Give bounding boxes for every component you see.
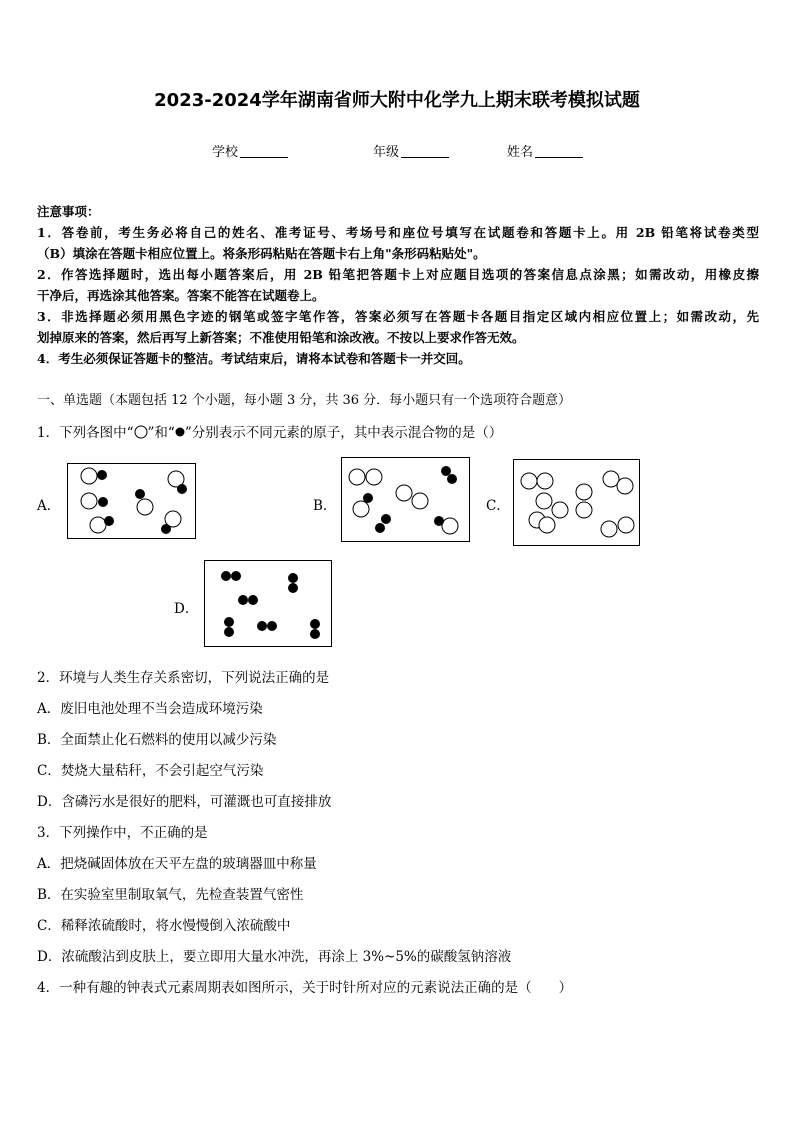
notice-line-2: （B）填涂在答题卡相应位置上。将条形码粘贴在答题卡右上角"条形码粘贴处"。	[37, 246, 486, 261]
q3-option-a[interactable]: A．把烧碱固体放在天平左盘的玻璃器皿中称量	[37, 856, 317, 872]
school-field[interactable]	[212, 141, 288, 160]
question-1-stem	[37, 421, 502, 441]
q1-stem-part-b: ”和“	[147, 425, 175, 441]
q1-option-a-diagram[interactable]	[67, 463, 196, 539]
q2-option-c[interactable]: C．焚烧大量秸秆，不会引起空气污染	[37, 763, 264, 779]
school-blank[interactable]	[240, 145, 288, 158]
q1-option-a-label[interactable]: A．	[37, 498, 61, 514]
q2-option-a[interactable]: A．废旧电池处理不当会造成环境污染	[37, 701, 263, 717]
section-heading: 一、单选题（本题包括 12 个小题，每小题 3 分，共 36 分．每小题只有一个选项符合题意）	[37, 393, 572, 408]
option-a-atoms	[68, 464, 195, 538]
grade-blank[interactable]	[401, 145, 449, 158]
option-b-atoms	[342, 458, 469, 541]
question-2-stem: 2．环境与人类生存关系密切，下列说法正确的是	[37, 670, 330, 686]
notice-line-1: 1．答卷前，考生务必将自己的姓名、准考证号、考场号和座位号填写在试题卷和答题卡上。用 2B 铅笔将试卷类型	[37, 225, 759, 240]
q3-option-b[interactable]: B．在实验室里制取氧气，先检查装置气密性	[37, 887, 304, 903]
notice-line-4: 干净后，再选涂其他答案。答案不能答在试题卷上。	[37, 288, 325, 303]
name-field[interactable]	[507, 141, 583, 160]
q1-option-c-diagram[interactable]	[513, 459, 640, 546]
open-circle-icon	[134, 425, 148, 439]
school-label: 学校	[212, 145, 239, 160]
notice-line-3: 2．作答选择题时，选出每小题答案后，用 2B 铅笔把答题卡上对应题目选项的答案信息点涂黑；如需改动，用橡皮擦	[37, 267, 759, 282]
notice-heading: 注意事项：	[37, 204, 100, 219]
q1-stem-part-a: 1．下列各图中“	[37, 425, 134, 441]
question-3-stem: 3．下列操作中，不正确的是	[37, 825, 208, 841]
q1-option-b-label[interactable]: B．	[313, 498, 337, 514]
q2-option-b[interactable]: B．全面禁止化石燃料的使用以减少污染	[37, 732, 277, 748]
option-c-atoms	[514, 460, 639, 545]
q1-option-b-diagram[interactable]	[341, 457, 470, 542]
notice-line-7: 4．考生必须保证答题卡的整洁。考试结束后，请将本试卷和答题卡一并交回。	[37, 351, 471, 366]
grade-label: 年级	[373, 145, 400, 160]
option-d-atoms	[205, 561, 331, 646]
q2-option-d[interactable]: D．含磷污水是很好的肥料，可灌溉也可直接排放	[37, 794, 332, 810]
q3-option-c[interactable]: C．稀释浓硫酸时，将水慢慢倒入浓硫酸中	[37, 918, 291, 934]
q1-option-d-label[interactable]: D．	[174, 601, 199, 617]
notice-line-5: 3．非选择题必须用黑色字迹的钢笔或签字笔作答，答案必须写在答题卡各题目指定区域内相应位置上；如需改动，先	[37, 309, 759, 324]
grade-field[interactable]	[373, 141, 449, 160]
name-blank[interactable]	[535, 145, 583, 158]
question-4-stem: 4．一种有趣的钟表式元素周期表如图所示，关于时针所对应的元素说法正确的是（ ）	[37, 980, 573, 996]
q1-stem-part-c: ”分别表示不同元素的原子，其中表示混合物的是（）	[184, 425, 503, 441]
q1-option-d-diagram[interactable]	[204, 560, 332, 647]
notice-line-6: 划掉原来的答案，然后再写上新答案；不准使用铅笔和涂改液。不按以上要求作答无效。	[37, 330, 525, 345]
q3-option-d[interactable]: D．浓硫酸沾到皮肤上，要立即用大量水冲洗，再涂上 3%~5%的碳酸氢钠溶液	[37, 949, 512, 965]
page-title: 2023-2024学年湖南省师大附中化学九上期末联考模拟试题	[154, 90, 640, 111]
filled-circle-icon	[175, 427, 185, 437]
q1-option-c-label[interactable]: C．	[486, 498, 510, 514]
name-label: 姓名	[507, 145, 534, 160]
